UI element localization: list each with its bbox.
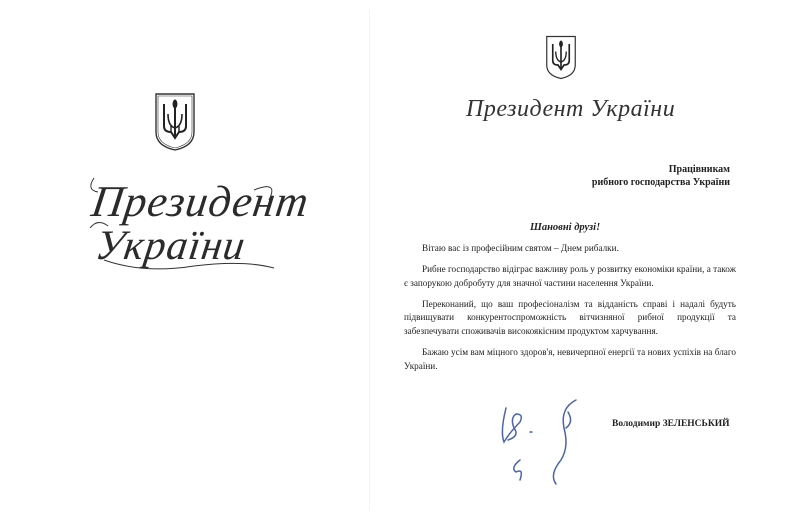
letterhead-title: Президент України: [466, 96, 676, 122]
cover-title-line1: Президент: [88, 177, 313, 226]
trident-coat-of-arms-icon: [154, 92, 196, 152]
signer-name: Володимир ЗЕЛЕНСЬКИЙ: [612, 419, 730, 429]
handwritten-signature: [480, 388, 590, 488]
recipient-line-1: Працівникам: [668, 164, 730, 175]
recipient-block: [560, 163, 730, 189]
paragraph: Вітаю вас із професійним святом – Днем рибалки.: [422, 243, 619, 253]
page-fold-divider: [369, 10, 370, 510]
trident-coat-of-arms-icon: [545, 35, 577, 80]
letter-body: [404, 242, 736, 381]
paragraph: Переконаний, що ваш професіоналізм та відданість справі і надалі будуть підвищувати конкурентоспроможність вітчизняної рибної продукції та забезпечувати споживачів високоякісним продуктом харчування.: [404, 298, 736, 336]
paragraph: Бажаю усім вам міцного здоров'я, невичерпної енергії та нових успіхів на благо України.: [404, 347, 736, 371]
salutation: Шановні друзі!: [530, 222, 601, 233]
cover-title-line2: України: [92, 223, 249, 269]
recipient-line-2: рибного господарства України: [591, 177, 730, 188]
paragraph: Рибне господарство відіграє важливу роль у розвитку економіки країни, а також є запорукою добробуту для значної частини населення України.: [404, 264, 736, 288]
